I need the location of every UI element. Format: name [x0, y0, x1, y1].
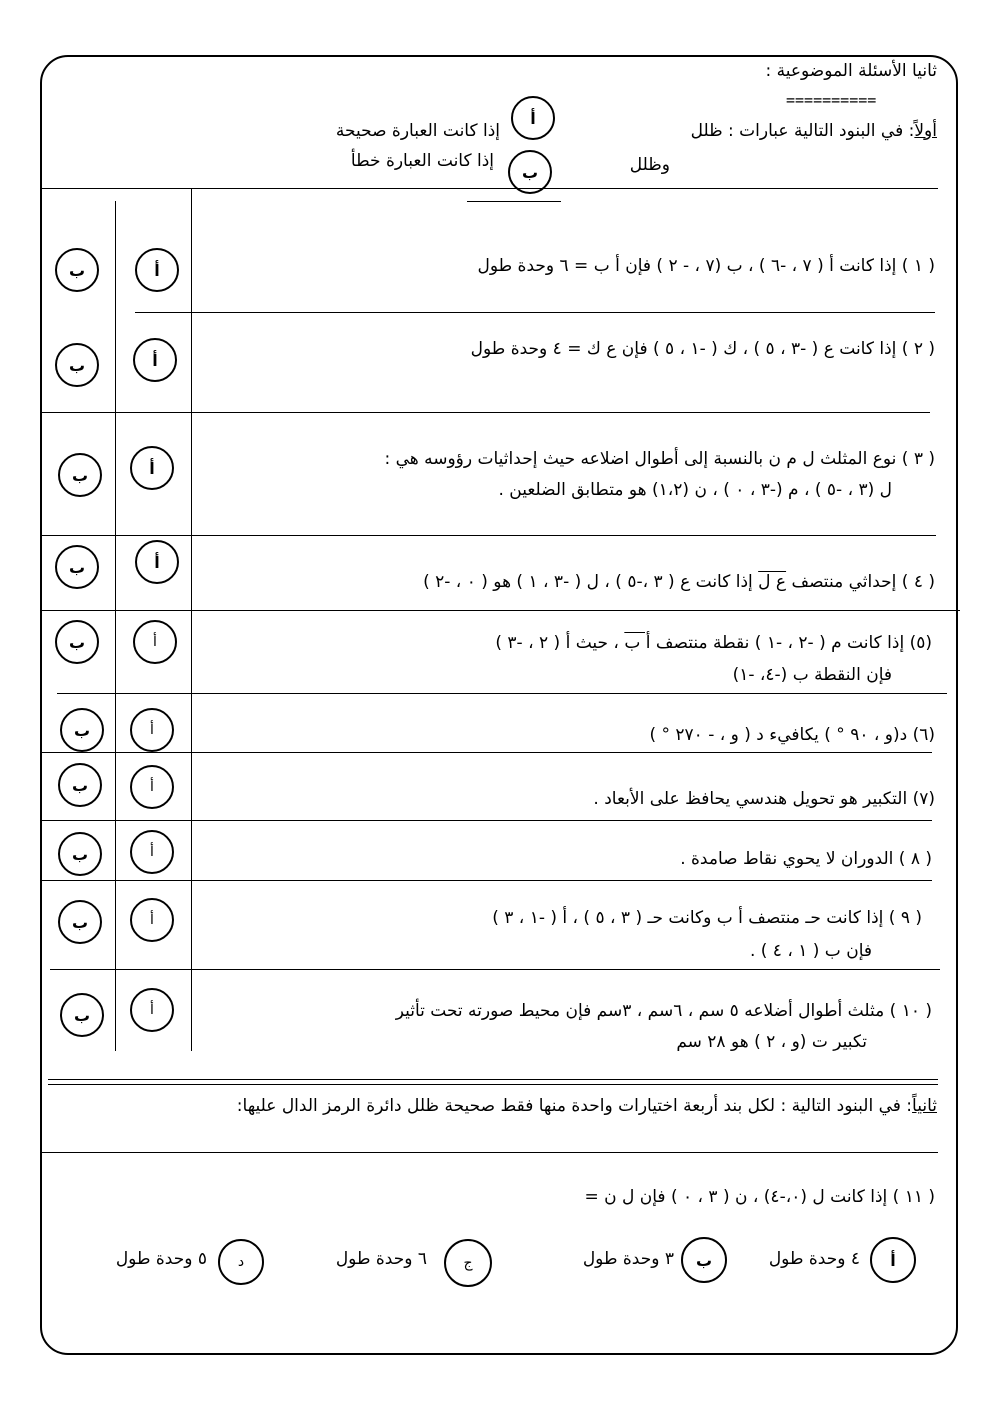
option-a-text: ٤ وحدة طول [768, 1249, 860, 1269]
part2-instructions [237, 1095, 937, 1117]
answer-a-4[interactable]: أ [135, 540, 179, 584]
row-divider-4 [42, 610, 960, 611]
row-divider-2 [42, 412, 930, 413]
part2-text: : في البنود التالية : لكل بند أربعة اختيارات واحدة منها فقط صحيحة ظلل دائرة الرمز الدال عليها: [236, 1096, 913, 1116]
option-c-circle[interactable]: ج [444, 1239, 492, 1287]
answer-b-10[interactable]: ب [60, 993, 104, 1037]
answer-b-4[interactable]: ب [55, 545, 99, 589]
part1-instructions [691, 120, 937, 142]
option-b-text: ٣ وحدة طول [582, 1249, 674, 1269]
row-divider-8 [42, 880, 932, 881]
answer-a-2[interactable]: أ [133, 338, 177, 382]
statement-4-part-1: ( ٤ ) إحداثي منتصف [791, 572, 935, 592]
row-divider-5 [57, 693, 947, 694]
statement-5-line-2: فإن النقطة ب (-٤، -١) [732, 665, 892, 685]
question-11: ( ١١ ) إذا كانت ل (٠،-٤) ، ن ( ٣ ، ٠ ) فإن ل ن = [584, 1187, 935, 1207]
option-c-text: ٦ وحدة طول [335, 1249, 427, 1269]
answer-a-1[interactable]: أ [135, 248, 179, 292]
statement-4-part-2: إذا كانت ع ( ٣ ،-٥ ) ، ل ( -٣ ، ١ ) هو ( ٠ ، -٢ ) [423, 572, 753, 592]
statement-6: (٦) د(و ، ٩٠ ° ) يكافيء د ( و ، - ٢٧٠ ° ) [649, 725, 935, 745]
answer-a-10[interactable]: أ [130, 988, 174, 1032]
statement-5-part-1: (٥) إذا كانت م ( -٢ ، -١ ) نقطة منتصف [655, 633, 932, 653]
legend-false-text: إذا كانت العبارة خطأ [350, 151, 494, 171]
statement-10-line-2: تكبير ت (و ، ٢ ) هو ٢٨ سم [676, 1032, 867, 1052]
statement-8: ( ٨ ) الدوران لا يحوي نقاط صامدة . [680, 849, 932, 869]
column-line-2 [191, 189, 192, 1051]
answer-b-1[interactable]: ب [55, 248, 99, 292]
statement-2: ( ٢ ) إذا كانت ع ( -٣ ، ٥ ) ، ك ( -١ ، ٥ ) فإن ع ك = ٤ وحدة طول [470, 339, 935, 359]
part1-text: : في البنود التالية عبارات : ظلل [690, 121, 915, 141]
separator: ========== [786, 91, 877, 109]
section-title: ثانيا الأسئلة الموضوعية : [765, 61, 937, 81]
answer-b-3[interactable]: ب [58, 453, 102, 497]
part2-bottom-line [42, 1152, 938, 1153]
page-frame [40, 55, 958, 1355]
legend-shade-text: وظلل [629, 155, 670, 175]
statement-9-line-2: فإن ب ( ١ ، ٤ ) . [749, 941, 872, 961]
row-divider-6 [42, 752, 932, 753]
row-divider-7 [42, 820, 932, 821]
statement-3-line-2: ل (٣ ، -٥ ) ، م (-٣ ، ٠ ) ، ن (١،٢) هو متطابق الضلعين . [498, 480, 892, 500]
row-divider-1 [135, 312, 935, 313]
option-a-circle[interactable]: أ [870, 1237, 916, 1283]
row-divider-3 [42, 535, 936, 536]
segment-el: ع ل [758, 572, 787, 592]
legend-circle-a: أ [511, 96, 555, 140]
option-b-circle[interactable]: ب [681, 1237, 727, 1283]
answer-b-5[interactable]: ب [55, 620, 99, 664]
header-subline [467, 201, 561, 202]
answer-a-9[interactable]: أ [130, 898, 174, 942]
row-divider-9 [50, 969, 940, 970]
part2-divider-bottom [48, 1084, 938, 1085]
statement-4 [423, 571, 935, 593]
part2-divider-top [48, 1079, 938, 1080]
option-d-text: ٥ وحدة طول [115, 1249, 207, 1269]
statement-5-part-2: ، حيث أ ( ٢ ، -٣ ) [495, 633, 619, 653]
legend-true-text: إذا كانت العبارة صحيحة [335, 121, 500, 141]
statement-5-line-1 [495, 632, 932, 654]
answer-a-8[interactable]: أ [130, 830, 174, 874]
part1-label: أولاً [914, 121, 937, 141]
answer-b-7[interactable]: ب [58, 763, 102, 807]
statement-9-line-1: ( ٩ ) إذا كانت حـ منتصف أ ب وكانت حـ ( ٣ ، ٥ ) ، أ ( -١ ، ٣ ) [492, 908, 922, 928]
answer-b-8[interactable]: ب [58, 832, 102, 876]
legend-circle-b: ب [508, 150, 552, 194]
answer-a-6[interactable]: أ [130, 708, 174, 752]
part2-label: ثانياً [912, 1096, 937, 1116]
statement-7: (٧) التكبير هو تحويل هندسي يحافظ على الأبعاد . [593, 789, 935, 809]
answer-b-6[interactable]: ب [60, 708, 104, 752]
statement-10-line-1: ( ١٠ ) مثلث أطوال أضلاعه ٥ سم ، ٦سم ، ٣سم فإن محيط صورته تحت تأثير [395, 1001, 932, 1021]
header-divider [42, 188, 938, 189]
answer-b-9[interactable]: ب [58, 900, 102, 944]
segment-ab: أ ب [624, 633, 651, 653]
statement-3-line-1: ( ٣ ) نوع المثلث ل م ن بالنسبة إلى أطوال اضلاعه حيث إحداثيات رؤوسه هي : [384, 449, 935, 469]
column-line-1 [115, 201, 116, 1051]
answer-a-5[interactable]: أ [133, 620, 177, 664]
answer-a-3[interactable]: أ [130, 446, 174, 490]
answer-a-7[interactable]: أ [130, 765, 174, 809]
option-d-circle[interactable]: د [218, 1239, 264, 1285]
statement-1: ( ١ ) إذا كانت أ ( ٧ ، -٦ ) ، ب (٧ ، - ٢ ) فإن أ ب = ٦ وحدة طول [477, 256, 935, 276]
answer-b-2[interactable]: ب [55, 343, 99, 387]
